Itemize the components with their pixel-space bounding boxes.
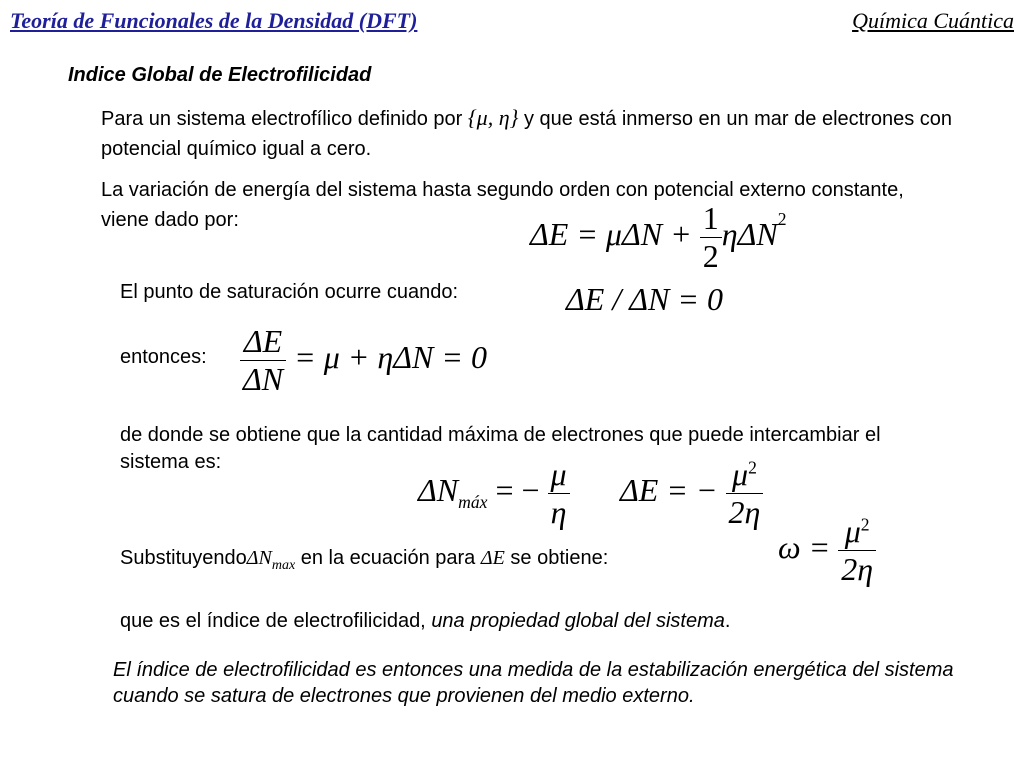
- p7-text-a: que es el índice de electrofilicidad,: [120, 610, 426, 632]
- eq1-fraction: [700, 200, 722, 275]
- paragraph-4: entonces:: [120, 346, 207, 368]
- eq6-num-wrap: [838, 513, 876, 550]
- eq3-fraction: [240, 323, 286, 398]
- p6-text-b: en la ecuación para: [300, 547, 476, 569]
- eq4-op: = −: [495, 471, 540, 508]
- p1-text-b: y que está inmerso en un mar de electrones con potencial químico igual a cero.: [101, 108, 953, 160]
- eq5-fraction: [726, 456, 764, 531]
- eq5-exp: 2: [748, 457, 757, 478]
- p6-text-a: Substituyendo: [120, 547, 247, 569]
- equation-delta-e: [620, 456, 763, 531]
- paragraph-7: [120, 606, 730, 636]
- section-title: Indice Global de Electrofilicidad: [68, 64, 372, 86]
- eq6-lhs: ω =: [778, 528, 831, 565]
- p1-text-a: Para un sistema electrofílico definido por: [101, 108, 463, 130]
- p7-text-c: .: [724, 610, 731, 632]
- equation-derivative: [240, 323, 487, 398]
- equation-saturation: ΔE / ΔN = 0: [566, 281, 723, 317]
- paragraph-5: de donde se obtiene que la cantidad máxima de electrones que puede intercambiar el sistema es:: [120, 424, 881, 473]
- eq4-fraction: [548, 456, 570, 531]
- eq4-num: μ: [550, 456, 567, 492]
- p6-sub: max: [271, 558, 296, 573]
- eq4-den: η: [548, 493, 570, 531]
- eq1-den: 2: [700, 237, 722, 275]
- paragraph-3: El punto de saturación ocurre cuando:: [120, 281, 458, 303]
- paragraph-1: [101, 103, 1001, 164]
- p6-sym: ΔN: [246, 547, 272, 569]
- p7-text-b: una propiedad global del sistema: [431, 610, 725, 632]
- eq6-num: μ: [844, 513, 861, 549]
- eq5-num: μ: [732, 456, 749, 492]
- eq5-den: 2η: [726, 493, 764, 531]
- eq3-rhs: = μ + ηΔN = 0: [294, 338, 487, 375]
- equation-energy-expansion: [530, 200, 787, 275]
- eq1-rhs: ηΔN: [721, 215, 778, 252]
- eq5-lhs: ΔE = −: [620, 471, 718, 508]
- eq5-num-wrap: [726, 456, 764, 493]
- eq3-num: ΔE: [243, 323, 283, 359]
- p6-text-c: se obtiene:: [510, 547, 609, 569]
- eq6-exp: 2: [860, 514, 870, 535]
- eq3-den: ΔN: [240, 360, 286, 398]
- p1-math: {μ, η}: [467, 105, 519, 130]
- equation-omega: [778, 513, 876, 588]
- eq4-sub: máx: [458, 492, 488, 513]
- header-right-title: Química Cuántica: [852, 8, 1014, 33]
- eq1-num: 1: [702, 200, 719, 236]
- eq1-lhs: ΔE = μΔN +: [530, 215, 692, 252]
- p6-sym2: ΔE: [480, 547, 505, 569]
- equation-delta-n-max: [418, 456, 570, 531]
- header-left-title: Teoría de Funcionales de la Densidad (DFT): [10, 8, 418, 33]
- eq6-den: 2η: [838, 550, 876, 588]
- paragraph-6: [120, 543, 608, 581]
- eq4-lhs: ΔN: [418, 471, 459, 508]
- paragraph-2: La variación de energía del sistema hasta segundo orden con potencial externo constante, viene dado por:: [101, 179, 904, 231]
- paragraph-8: El índice de electrofilicidad es entonces una medida de la estabilización energética del sistema cuando se satura de electrones que provienen del medio externo.: [113, 659, 954, 707]
- eq1-exp: 2: [777, 209, 787, 230]
- eq6-fraction: [838, 513, 876, 588]
